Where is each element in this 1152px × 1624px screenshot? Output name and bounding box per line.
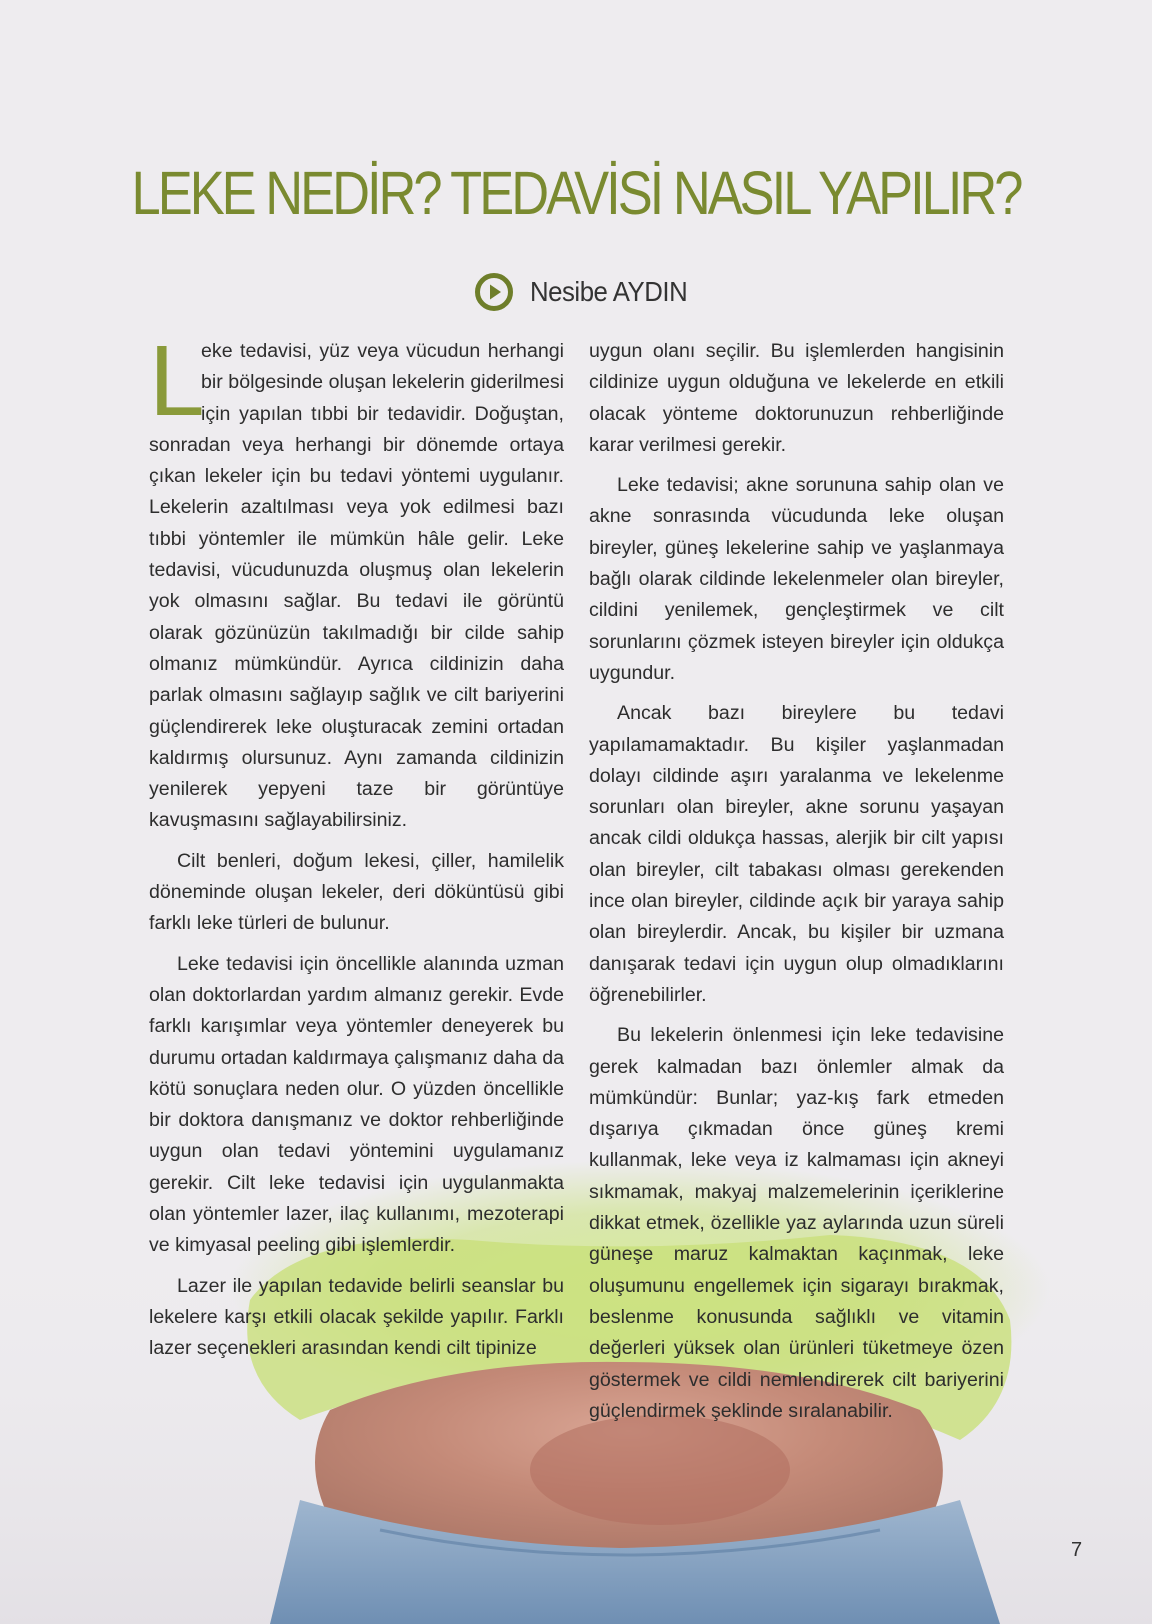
play-circle-icon [474, 272, 514, 312]
paragraph: L eke tedavisi, yüz veya vücudun herhangi bir bölgesinde oluşan lekelerin giderilmesi için yapılan tıbbi bir tedavidir. Doğuştan, sonradan veya herhangi bir dönemde ortaya çıkan lekeler için bu tedavi yöntemi uygulanır. Lekelerin azaltılması veya yok edilmesi bazı tıbbi yöntemler ile mümkün hâle gelir. Leke tedavisi, vücudunuzda oluşmuş olan lekelerin yok olmasını sağlar. Bu tedavi ile görüntü olarak gözünüzün takılmadığı bir cilde sahip olmanız mümkündür. Ayrıca cildinizin daha parlak olmasını sağlayıp sağlık ve cilt bariyerini güçlendirerek leke oluşturacak zemini ortadan kaldırmış olursunuz. Aynı zamanda cildinizin yenilerek yepyeni taze bir görüntüye kavuşmasını sağlayabilirsiniz. [149, 325, 564, 832]
page-number: 7 [1071, 1539, 1083, 1561]
paragraph: Leke tedavisi; akne sorununa sahip olan ve akne sonrasında vücudunda leke oluşan bireyler, güneş lekelerine sahip ve yaşlanmaya bağlı olarak cildinde lekelenmeler olan bireyler, cildini yenilemek, gençleştirmek ve cilt sorunlarını çözmek isteyen bireyler için oldukça uygundur. [589, 474, 1004, 684]
paragraph: uygun olanı seçilir. Bu işlemlerden hangisinin cildinize uygun olduğuna ve lekelerde en etkili olacak yönteme doktorunuzun rehberliğinde karar verilmesi gerekir. [589, 340, 1004, 456]
text-column-left [149, 325, 564, 1374]
text-column-right [589, 336, 1004, 1436]
author-name: Nesibe AYDIN [530, 276, 688, 307]
paragraph: Ancak bazı bireylere bu tedavi yapılamamaktadır. Bu kişiler yaşlanmadan dolayı cildinde aşırı yaralanma ve lekelenme sorunları olan bireyler, akne sorunu yaşayan ancak cildi oldukça hassas, alerjik bir cilt yapısı olan bireyler, cilt tabakası olması gerekenden ince olan bireyler, cildinde açık bir yaraya sahip olan bireylerdir. Ancak, bu kişiler bir uzmana danışarak tedavi için uygun olup olmadıklarını öğrenebilirler. [589, 702, 1004, 1006]
paragraph: Cilt benleri, doğum lekesi, çiller, hamilelik döneminde oluşan lekeler, deri döküntüsü gibi farklı leke türleri de bulunur. [149, 849, 564, 935]
article-title: LEKE NEDİR? TEDAVİSİ NASIL YAPILIR? [131, 159, 1021, 227]
paragraph: Lazer ile yapılan tedavide belirli seanslar bu lekelere karşı etkili olacak şekilde yapılır. Farklı lazer seçenekleri arasından kendi cilt tipinize [149, 1274, 564, 1360]
paragraph: Leke tedavisi için öncellikle alanında uzman olan doktorlardan yardım almanız gerekir. Evde farklı karışımlar veya yöntemler deneyerek bu durumu ortadan kaldırmaya çalışmanız daha da kötü sonuçlara neden olur. O yüzden öncellikle bir doktora danışmanız ve doktor rehberliğinde uygun olan tedavi yöntemini uygulamanız gerekir. Cilt leke tedavisi için uygulanmakta olan yöntemler lazer, ilaç kullanımı, mezoterapi ve kimyasal peeling gibi işlemlerdir. [149, 952, 564, 1257]
drop-cap: L [149, 325, 205, 437]
paragraph: Bu lekelerin önlenmesi için leke tedavisine gerek kalmadan bazı önlemler almak da mümkündür: Bunlar; yaz-kış fark etmeden dışarıya çıkmadan önce güneş kremi kullanmak, leke veya iz kalmaması için akneyi sıkmamak, makyaj malzemelerinin içeriklerine dikkat etmek, özellikle yaz aylarında uzun süreli güneşe maruz kalmaktan kaçınmak, leke oluşumunu engellemek için sigarayı bırakmak, beslenme konusunda sağlıklı ve vitamin değerleri yüksek olan ürünleri tüketmeye özen göstermek ve cildi nemlendirerek cilt bariyerini güçlendirmek şeklinde sıralanabilir. [589, 1024, 1004, 1422]
author-line [474, 270, 701, 314]
